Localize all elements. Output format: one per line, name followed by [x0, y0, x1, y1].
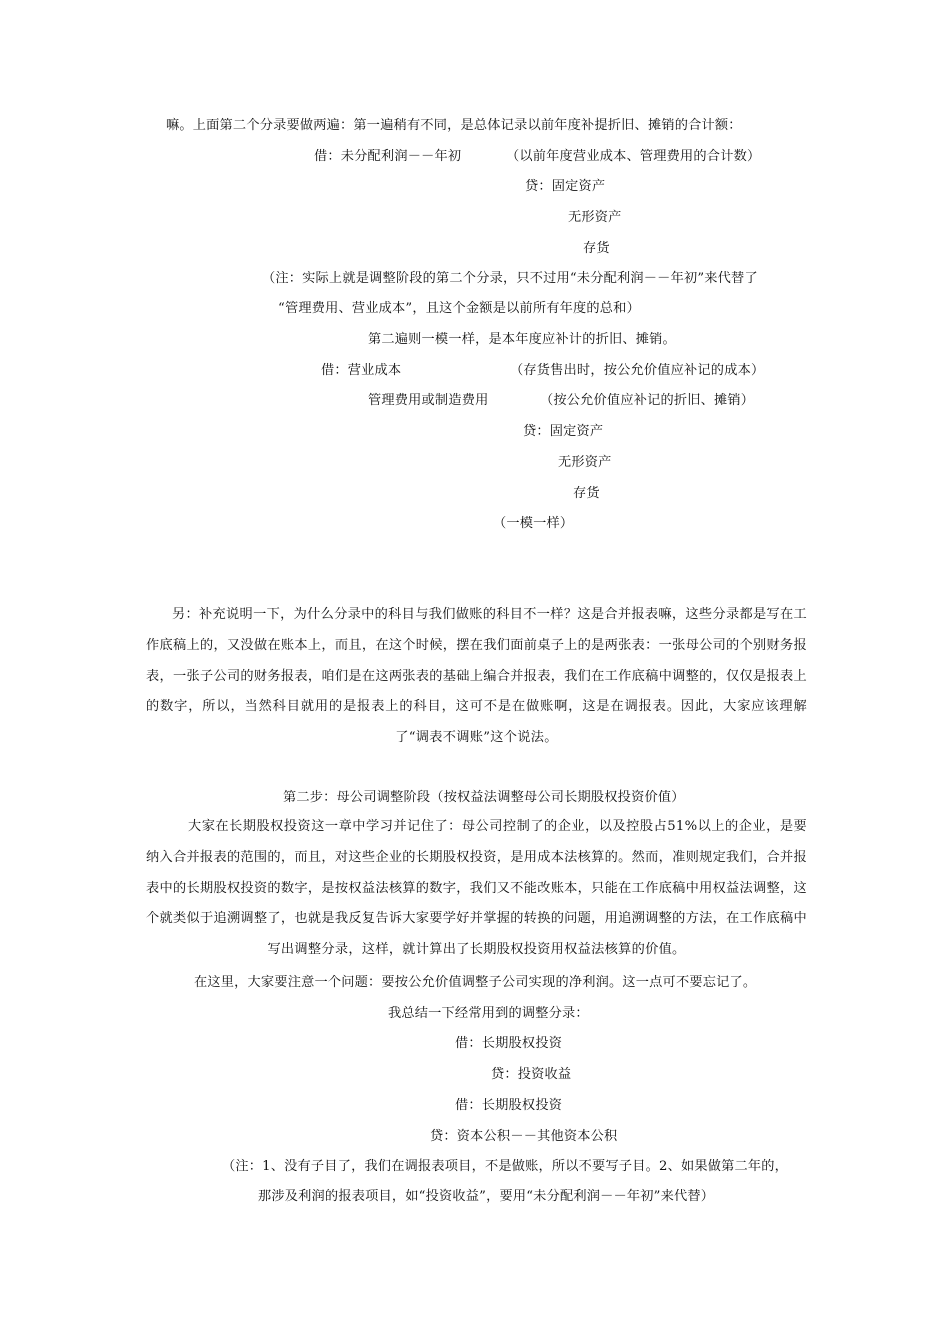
step-two-heading: 第二步：母公司调整阶段（按权益法调整母公司长期股权投资价值）: [283, 790, 685, 805]
debit-entry-1-account: 借：未分配利润－－年初: [314, 149, 462, 164]
credit-entry-2-fixed-assets: 贷：固定资产: [523, 424, 604, 439]
credit-entry-1-intangible-assets: 无形资产: [568, 210, 622, 225]
entry-2-debit: 借：长期股权投资: [455, 1098, 563, 1113]
debit-entry-3-note: （按公允价值应补记的折旧、摊销）: [540, 393, 755, 408]
second-pass-line: 第二遍则一模一样，是本年度应补计的折旧、摊销。: [368, 332, 676, 347]
entry-1-debit: 借：长期股权投资: [455, 1036, 563, 1051]
explanation-paragraph: 另：补充说明一下，为什么分录中的科目与我们做账的科目不一样？这是合并报表嘛，这些分录都是写在工作底稿上的，又没做在账本上，而且，在这个时候，摆在我们面前桌子上的是两张表：一张母公司的个别财务报表，一张子公司的财务报表，咱们是在这两张表的基础上编合并报表，我们在工作底稿中调整的，仅仅是报表上的数字，所以，当然科目就用的是报表上的科目，这可不是在做账啊，这是在调报表。因此，大家应该理解了“调表不调账”这个说法。: [146, 607, 807, 746]
note-2-line-1: （注：1、没有子目了，我们在调报表项目，不是做账，所以不要写子目。2、如果做第二年的，: [222, 1159, 789, 1174]
debit-entry-3-account: 管理费用或制造费用: [368, 393, 489, 408]
summary-line: 我总结一下经常用到的调整分录：: [388, 1006, 589, 1021]
attention-line: 在这里，大家要注意一个问题：要按公允价值调整子公司实现的净利润。这一点可不要忘记了。: [194, 975, 757, 990]
note-1-line-2: “管理费用、营业成本”，且这个金额是以前所有年度的总和）: [278, 301, 640, 316]
credit-entry-2-intangible-assets: 无形资产: [558, 455, 612, 470]
debit-entry-2-account: 借：营业成本: [321, 363, 402, 378]
entry-2-credit: 贷：资本公积－－其他资本公积: [430, 1129, 618, 1144]
entry-1-credit: 贷：投资收益: [491, 1067, 572, 1082]
note-2-line-2: 那涉及利润的报表项目，如“投资收益”，要用“未分配利润－－年初”来代替）: [258, 1189, 715, 1204]
debit-entry-1-note: （以前年度营业成本、管理费用的合计数）: [506, 149, 761, 164]
intro-line: 嘛。上面第二个分录要做两遍：第一遍稍有不同，是总体记录以前年度补提折旧、摊销的合计额：: [166, 118, 742, 133]
debit-entry-2-note: （存货售出时，按公允价值应补记的成本）: [510, 363, 765, 378]
credit-entry-1-fixed-assets: 贷：固定资产: [525, 179, 606, 194]
credit-entry-2-inventory: 存货: [573, 486, 600, 501]
note-1-line-1: （注：实际上就是调整阶段的第二个分录，只不过用“未分配利润－－年初”来代替了: [262, 271, 758, 286]
equity-method-paragraph: 大家在长期股权投资这一章中学习并记住了：母公司控制了的企业，以及控股占51%以上的企业，是要纳入合并报表的范围的，而且，对这些企业的长期股权投资，是用成本法核算的。然而，准则规定我们，合并报表中的长期股权投资的数字，是按权益法核算的数字，我们又不能改账本，只能在工作底稿中用权益法调整，这个就类似于追溯调整了，也就是我反复告诉大家要学好并掌握的转换的问题，用追溯调整的方法，在工作底稿中写出调整分录，这样，就计算出了长期股权投资用权益法核算的价值。: [146, 819, 807, 958]
credit-entry-1-inventory: 存货: [583, 241, 610, 256]
same-note: （一模一样）: [493, 516, 574, 531]
